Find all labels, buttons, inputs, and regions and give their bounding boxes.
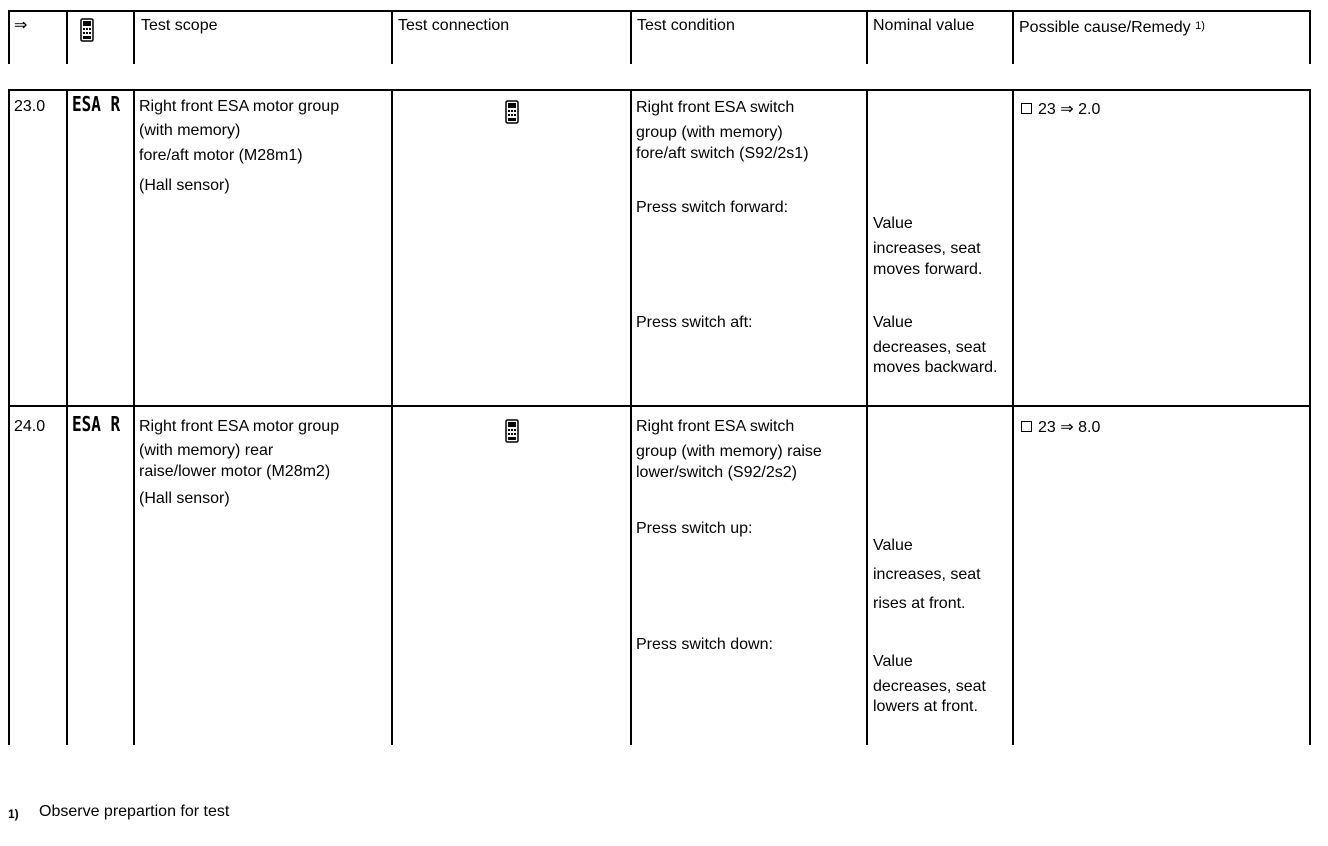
header-divider xyxy=(66,10,68,64)
step-number: 24.0 xyxy=(14,418,46,435)
nominal-value-line: increases, seat xyxy=(873,240,981,257)
column-divider xyxy=(133,89,135,745)
nominal-value-line: Value xyxy=(873,215,913,232)
column-divider xyxy=(391,89,393,745)
test-scope-line: (with memory) rear xyxy=(139,442,274,459)
control-unit-code: ESA R xyxy=(72,92,121,116)
nominal-value-line: Value xyxy=(873,314,913,331)
remedy-text: 23 ⇒ 8.0 xyxy=(1038,419,1101,436)
control-unit-code: ESA R xyxy=(72,412,121,436)
test-condition-line: Right front ESA switch xyxy=(636,418,795,435)
footnote-marker: 1) xyxy=(8,807,19,821)
nominal-value-line: Value xyxy=(873,653,913,670)
header-top-border xyxy=(8,10,1310,12)
test-scope-line: (Hall sensor) xyxy=(139,177,230,194)
remedy-reference xyxy=(1021,100,1100,120)
action-label: Press switch up: xyxy=(636,520,753,537)
test-scope-line: raise/lower motor (M28m2) xyxy=(139,463,331,480)
tester-icon xyxy=(505,100,519,124)
nominal-value-line: decreases, seat xyxy=(873,678,986,695)
body-top-border xyxy=(8,89,1310,91)
header-divider xyxy=(630,10,632,64)
header-test-condition: Test condition xyxy=(637,17,735,34)
test-scope-line: Right front ESA motor group xyxy=(139,98,340,115)
test-condition-line: fore/aft switch (S92/2s1) xyxy=(636,145,809,162)
column-divider xyxy=(8,89,10,745)
test-condition-line: group (with memory) raise xyxy=(636,443,822,460)
header-nominal-value: Nominal value xyxy=(873,17,975,34)
header-test-scope: Test scope xyxy=(141,17,218,34)
checkbox-square-icon xyxy=(1021,103,1032,114)
tester-icon xyxy=(80,18,94,42)
footnote-text: Observe prepartion for test xyxy=(39,803,230,820)
column-divider xyxy=(1309,89,1311,745)
row-separator xyxy=(8,405,1310,407)
test-scope-line: (with memory) xyxy=(139,122,241,139)
remedy-reference xyxy=(1021,418,1100,438)
nominal-value-line: rises at front. xyxy=(873,595,966,612)
header-divider xyxy=(391,10,393,64)
test-condition-line: Right front ESA switch xyxy=(636,99,795,116)
header-divider xyxy=(1309,10,1311,64)
nominal-value-line: moves backward. xyxy=(873,359,998,376)
column-divider xyxy=(1012,89,1014,745)
test-condition-line: lower/switch (S92/2s2) xyxy=(636,464,797,481)
column-divider xyxy=(866,89,868,745)
remedy-text: 23 ⇒ 2.0 xyxy=(1038,101,1101,118)
tester-icon xyxy=(505,419,519,443)
action-label: Press switch forward: xyxy=(636,199,789,216)
header-remedy-label: Possible cause/Remedy xyxy=(1019,19,1191,36)
action-label: Press switch aft: xyxy=(636,314,753,331)
test-scope-line: Right front ESA motor group xyxy=(139,418,340,435)
header-remedy xyxy=(1019,16,1205,38)
column-divider xyxy=(66,89,68,745)
header-divider xyxy=(1012,10,1014,64)
test-scope-line: (Hall sensor) xyxy=(139,490,230,507)
nominal-value-line: lowers at front. xyxy=(873,698,978,715)
test-scope-line: fore/aft motor (M28m1) xyxy=(139,147,303,164)
test-condition-line: group (with memory) xyxy=(636,124,783,141)
header-arrow: ⇒ xyxy=(14,17,28,34)
action-label: Press switch down: xyxy=(636,636,773,653)
nominal-value-line: moves forward. xyxy=(873,261,983,278)
checkbox-square-icon xyxy=(1021,421,1032,432)
nominal-value-line: increases, seat xyxy=(873,566,981,583)
step-number: 23.0 xyxy=(14,98,46,115)
nominal-value-line: Value xyxy=(873,537,913,554)
header-divider xyxy=(8,10,10,64)
header-test-connection: Test connection xyxy=(398,17,510,34)
header-divider xyxy=(866,10,868,64)
nominal-value-line: decreases, seat xyxy=(873,339,986,356)
column-divider xyxy=(630,89,632,745)
header-remedy-note: 1) xyxy=(1195,20,1205,32)
header-divider xyxy=(133,10,135,64)
